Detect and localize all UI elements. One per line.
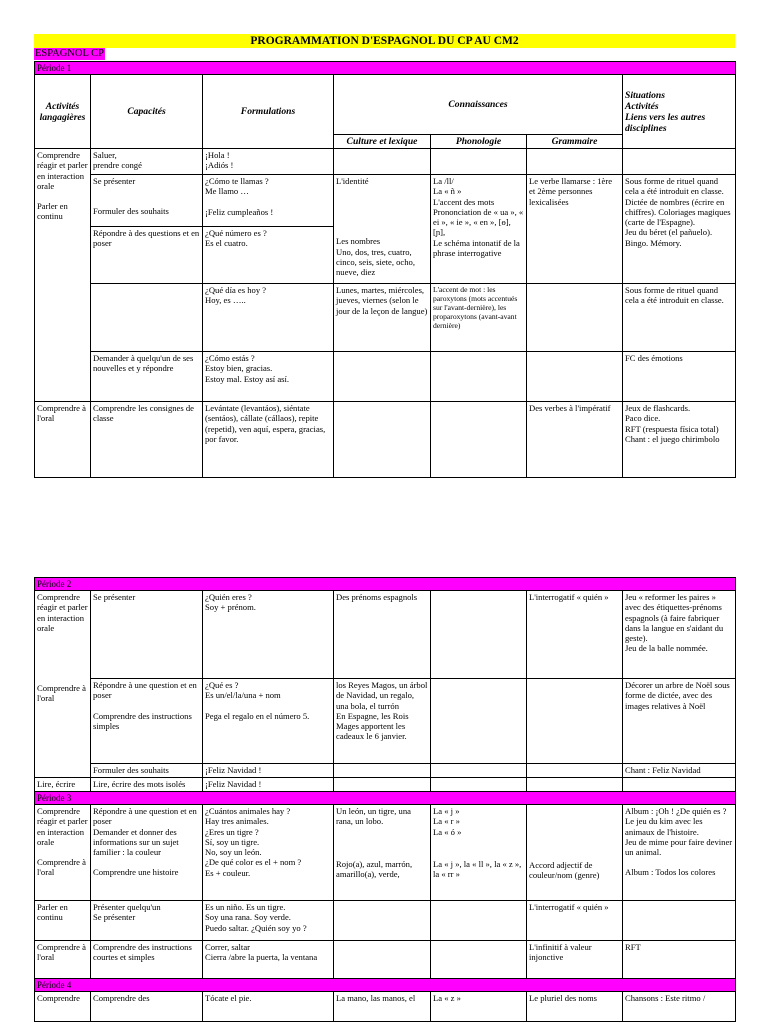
- p1-r2-culture: [334, 175, 431, 284]
- header-grammaire: Grammaire: [527, 135, 623, 149]
- p1-r2-situations: Sous forme de rituel quand cela a été introduit en classe. Dictée de nombres (écrire en chiffres). Coloriages magiques (carte de l'Espagne). Jeu du béret (el pañuelo). Bingo. Mémory.: [623, 175, 736, 284]
- p3-r1-activites: [35, 805, 91, 901]
- p1-r5-culture: [334, 352, 431, 402]
- p2-r1-grammaire: L'interrogatif « quién »: [527, 591, 623, 679]
- p4-r1-culture: La mano, las manos, el: [334, 992, 431, 1022]
- header-activites: Activités langagières: [35, 75, 91, 149]
- periode-2-label: Période 2: [35, 578, 736, 591]
- header-phonologie: Phonologie: [431, 135, 527, 149]
- p3-r1-sit1: Album : ¡Oh ! ¿De quién es ? Le jeu du kim avec les animaux de l'histoire. Jeu de mime pour faire deviner un animal.: [625, 806, 733, 858]
- p3-r1-act1: Comprendre réagir et parler en interaction orale: [37, 806, 88, 847]
- p1-r6-situations: Jeux de flashcards. Paco dice. RFT (respuesta física total) Chant : el juego chirimbolo: [623, 402, 736, 478]
- p3-r1-sit2: Album : Todos los colores: [625, 867, 716, 878]
- p2-r2-cap1: Répondre à une question et en poser: [93, 680, 197, 701]
- p1-r2-capacites: [91, 175, 203, 227]
- p1-r1-formulations: ¡Hola ! ¡Adiós !: [203, 149, 334, 175]
- p1-r3-formulations: ¿Qué número es ? Es el cuatro.: [203, 227, 334, 284]
- p1-r5-grammaire: [527, 352, 623, 402]
- p3-r2-phonologie: [431, 901, 527, 941]
- p2-r2-phonologie: [431, 679, 527, 764]
- level-tag: ESPAGNOL CP: [35, 48, 104, 59]
- p1-r2-cap1: Se présenter: [93, 176, 136, 186]
- p1-r5-phonologie: [431, 352, 527, 402]
- p1-r6-formulations: Levántate (levantáos), siéntate (sentáos), cállate (cállaos), repite (repetid), ven aquí, espera, gracias, por favor.: [203, 402, 334, 478]
- p1-r5-situations: FC des émotions: [623, 352, 736, 402]
- p1-r2-form2: ¡Feliz cumpleaños !: [205, 206, 274, 217]
- p3-r2-culture: [334, 901, 431, 941]
- p3-r1-cap1: Répondre à une question et en poser Demander et donner des informations sur un sujet familier : la couleur: [93, 806, 197, 858]
- p2-r1-culture: Des prénoms espagnols: [334, 591, 431, 679]
- header-situations: Situations Activités Liens vers les autres disciplines: [623, 75, 736, 149]
- p2-r3-phonologie: [431, 764, 527, 778]
- header-culture: Culture et lexique: [334, 135, 431, 149]
- p3-r1-cult2: Rojo(a), azul, marrón, amarillo(a), verde,: [336, 858, 413, 879]
- p2-r3-grammaire: [527, 764, 623, 778]
- p3-r2-capacites: Présenter quelqu'un Se présenter: [91, 901, 203, 941]
- p2-r2-form2: Pega el regalo en el número 5.: [205, 710, 310, 721]
- p3-r1-culture: [334, 805, 431, 901]
- p2-r2-grammaire: [527, 679, 623, 764]
- header-formulations: Formulations: [203, 75, 334, 149]
- p4-r1-phonologie: La « z »: [431, 992, 527, 1022]
- p1-activites-a1: Comprendre réagir et parler en interaction orale: [37, 150, 88, 191]
- p1-r6-culture: [334, 402, 431, 478]
- header-connaissances: Connaissances: [334, 75, 623, 135]
- p1-r2-cap2: Formuler des souhaits: [93, 206, 169, 217]
- p1-r1-grammaire: [527, 149, 623, 175]
- header-capacites: Capacités: [91, 75, 203, 149]
- p2-r4-grammaire: [527, 778, 623, 792]
- p1-r2-grammaire: Le verbe llamarse : 1ère et 2ème personnes lexicalisées: [527, 175, 623, 284]
- table-periodes-2-4: [34, 577, 736, 1022]
- p4-r1-grammaire: Le pluriel des noms: [527, 992, 623, 1022]
- p2-r4-activites: Lire, écrire: [35, 778, 91, 792]
- p3-r1-grammaire: [527, 805, 623, 901]
- p1-r4-situations: Sous forme de rituel quand cela a été introduit en classe.: [623, 284, 736, 352]
- p3-r1-act2: Comprendre à l'oral: [37, 857, 86, 878]
- p1-r4-capacites: [91, 284, 203, 352]
- p2-r3-situations: Chant : Feliz Navidad: [623, 764, 736, 778]
- p2-activites-cell: [35, 591, 91, 778]
- p2-r2-situations: Décorer un arbre de Noël sous forme de dictée, avec des images relatives à Noël: [623, 679, 736, 764]
- p1-r6-phonologie: [431, 402, 527, 478]
- p4-r1-capacites: Comprendre des: [91, 992, 203, 1022]
- p3-r2-formulations: Es un niño. Es un tigre. Soy una rana. Soy verde. Puedo saltar. ¿Quién soy yo ?: [203, 901, 334, 941]
- p3-r1-formulations: [203, 805, 334, 901]
- p2-r1-capacites: Se présenter: [91, 591, 203, 679]
- p3-r1-capacites: [91, 805, 203, 901]
- p3-r2-situations: [623, 901, 736, 941]
- p1-r3-capacites: Répondre à des questions et en poser: [91, 227, 203, 284]
- p1-r1-phonologie: [431, 149, 527, 175]
- p1-activites-cell: [35, 149, 91, 402]
- p3-r1-phon2: La « j », la « ll », la « z », la « rr »: [433, 858, 522, 880]
- p1-r2-form1: ¿Cómo te llamas ? Me llamo …: [205, 176, 269, 197]
- p2-r2-culture: los Reyes Magos, un árbol de Navidad, un regalo, una bola, el turrón En Espagne, les Rois Mages apportent les cadeaux le 6 janvier.: [334, 679, 431, 764]
- p2-r3-capacites: Formuler des souhaits: [91, 764, 203, 778]
- p2-r4-phonologie: [431, 778, 527, 792]
- periode-1-label: Période 1: [35, 62, 736, 75]
- p4-r1-situations: Chansons : Este ritmo /: [623, 992, 736, 1022]
- p3-r3-capacites: Comprendre des instructions courtes et simples: [91, 941, 203, 979]
- p2-activites-a1: Comprendre réagir et parler en interaction orale: [37, 592, 88, 633]
- page-title: PROGRAMMATION D'ESPAGNOL DU CP AU CM2: [34, 34, 735, 48]
- p2-r1-formulations: ¿Quién eres ? Soy + prénom.: [203, 591, 334, 679]
- p1-r4-phonologie: L'accent de mot : les paroxytons (mots accentués sur l'avant-dernière), les proparoxytons (avant-avant dernière): [431, 284, 527, 352]
- p3-r2-grammaire: L'interrogatif « quién »: [527, 901, 623, 941]
- p1-r4-formulations: ¿Qué día es hoy ? Hoy, es …..: [203, 284, 334, 352]
- p3-r2-activites: Parler en continu: [35, 901, 91, 941]
- p2-r3-culture: [334, 764, 431, 778]
- p2-r4-formulations: ¡Feliz Navidad !: [203, 778, 334, 792]
- p1-r1-culture: [334, 149, 431, 175]
- p2-r2-formulations: [203, 679, 334, 764]
- p1-r5-formulations: ¿Cómo estás ? Estoy bien, gracias. Estoy mal. Estoy así así.: [203, 352, 334, 402]
- p1-r5-capacites: Demander à quelqu'un de ses nouvelles et y répondre: [91, 352, 203, 402]
- p3-r3-grammaire: L'infinitif à valeur injonctive: [527, 941, 623, 979]
- table-periode-1: [34, 61, 736, 478]
- p4-r1-formulations: Tócate el pie.: [203, 992, 334, 1022]
- p1-r1-situations: [623, 149, 736, 175]
- p3-r3-situations: RFT: [623, 941, 736, 979]
- p3-r1-phon1: La « j » La « r » La « ó »: [433, 806, 462, 837]
- p3-r1-form1: ¿Cuántos animales hay ? Hay tres animales. ¿Eres un tigre ? Sí, soy un tigre. No, soy un león.: [205, 806, 291, 858]
- p1-r2-formulations: [203, 175, 334, 227]
- p3-r3-formulations: Correr, saltar Cierra /abre la puerta, la ventana: [203, 941, 334, 979]
- p2-r4-culture: [334, 778, 431, 792]
- p2-r2-capacites: [91, 679, 203, 764]
- p3-r3-phonologie: [431, 941, 527, 979]
- p1-r2-cult1: L'identité: [336, 176, 369, 186]
- p1-r6-activites: Comprendre à l'oral: [35, 402, 91, 478]
- p1-r4-culture: Lunes, martes, miércoles, jueves, viernes (selon le jour de la leçon de langue): [334, 284, 431, 352]
- p2-r3-formulations: ¡Feliz Navidad !: [203, 764, 334, 778]
- p2-r4-capacites: Lire, écrire des mots isolés: [91, 778, 203, 792]
- p3-r1-gram: Accord adjectif de couleur/nom (genre): [529, 860, 600, 881]
- p2-r4-situations: [623, 778, 736, 792]
- p1-r2-phonologie: La /ll/ La « ñ » L'accent des mots Prononciation de « ua », « ei », « ie », « en », [ɵ], [ɲ], Le schéma intonatif de la phrase interrogative: [431, 175, 527, 284]
- p2-r1-situations: Jeu « reformer les paires » avec des étiquettes-prénoms espagnols (à faire fabriquer dans la langue en s'aidant du geste). Jeu de la balle nommée.: [623, 591, 736, 679]
- p1-r4-grammaire: [527, 284, 623, 352]
- p3-r1-cap2: Comprendre une histoire: [93, 867, 179, 878]
- p1-r1-capacites: Saluer, prendre congé: [91, 149, 203, 175]
- p1-activites-a2: Parler en continu: [37, 201, 68, 222]
- p3-r1-phonologie: [431, 805, 527, 901]
- p4-r1-activites: Comprendre: [35, 992, 91, 1022]
- p2-r2-cap2: Comprendre des instructions simples: [93, 710, 192, 731]
- p1-r6-capacites: Comprendre les consignes de classe: [91, 402, 203, 478]
- p3-r1-form2: ¿De qué color es el + nom ? Es + couleur.: [205, 857, 302, 878]
- periode-3-label: Période 3: [35, 792, 736, 805]
- p2-r2-form1: ¿Qué es ? Es un/el/la/una + nom: [205, 680, 281, 701]
- periode-4-label: Période 4: [35, 979, 736, 992]
- p3-r1-cult1: Un león, un tigre, una rana, un lobo.: [336, 806, 411, 827]
- p1-r6-grammaire: Des verbes à l'impératif: [527, 402, 623, 478]
- p2-activites-a2: Comprendre à l'oral: [37, 683, 86, 704]
- p2-r1-phonologie: [431, 591, 527, 679]
- p3-r3-activites: Comprendre à l'oral: [35, 941, 91, 979]
- p3-r1-situations: [623, 805, 736, 901]
- p3-r3-culture: [334, 941, 431, 979]
- p1-r2-cult2: Les nombres Uno, dos, tres, cuatro, cinco, seis, siete, ocho, nueve, diez: [336, 236, 415, 278]
